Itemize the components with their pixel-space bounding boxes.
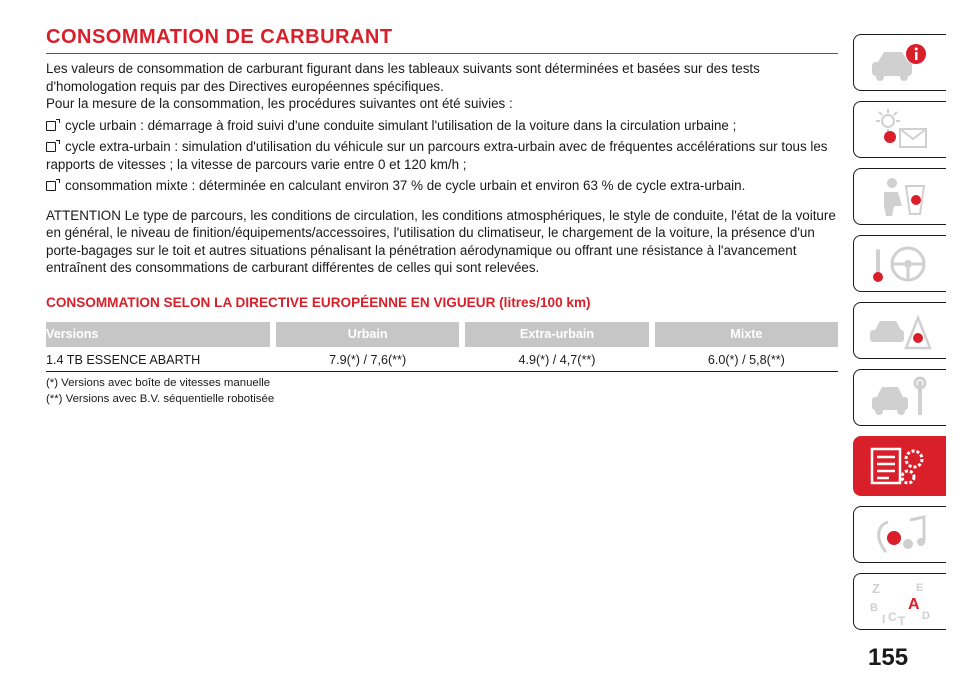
list-item: consommation mixte : déterminée en calculant environ 37 % de cycle urbain et environ 63 % de cycle extra-urbain. [46, 177, 838, 195]
emergency-icon [866, 308, 934, 354]
warning-lights-icon [866, 107, 934, 153]
svg-text:T: T [898, 613, 906, 625]
svg-text:E: E [916, 581, 924, 594]
procedure-list [46, 117, 838, 195]
maintenance-icon [866, 375, 934, 421]
header-versions: Versions [46, 322, 270, 347]
tab-emergency[interactable] [853, 302, 946, 359]
bullet-icon [46, 181, 56, 191]
multimedia-icon [866, 512, 934, 558]
tab-car-info[interactable] [853, 34, 946, 91]
tab-safety[interactable] [853, 168, 946, 225]
content-area [46, 26, 838, 407]
header-mixte: Mixte [655, 322, 838, 347]
list-item: cycle urbain : démarrage à froid suivi d'une conduite simulant l'utilisation de la voiture dans la circulation urbaine ; [46, 117, 838, 135]
cell-urbain: 7.9(*) / 7,6(**) [276, 347, 459, 372]
cell-extra-urbain: 4.9(*) / 4,7(**) [465, 347, 648, 372]
note-manual: (*) Versions avec boîte de vitesses manuelle [46, 376, 271, 389]
bullet-icon [46, 142, 56, 152]
header-extra-urbain: Extra-urbain [465, 322, 648, 347]
page-title: CONSOMMATION DE CARBURANT [46, 26, 838, 54]
safety-icon [866, 174, 934, 220]
svg-text:D: D [922, 609, 930, 622]
note-robotised: (**) Versions avec B.V. séquentielle robotisée [46, 392, 275, 405]
svg-text:B: B [870, 601, 878, 614]
car-info-icon [866, 40, 934, 86]
procedure-intro: Pour la mesure de la consommation, les procédures suivantes ont été suivies : [46, 96, 513, 111]
table-header-row [46, 322, 838, 347]
svg-text:I: I [882, 611, 886, 625]
page-number: 155 [868, 644, 909, 671]
header-urbain: Urbain [276, 322, 459, 347]
cell-mixte: 6.0(*) / 5,8(**) [655, 347, 838, 372]
table-row [46, 347, 838, 372]
svg-text:C: C [888, 609, 897, 624]
tab-warning-lights[interactable] [853, 101, 946, 158]
tab-technical-specs[interactable] [853, 436, 946, 496]
intro-paragraph: Les valeurs de consommation de carburant figurant dans les tableaux suivants sont déterminées et basées sur des tests d'homologation requis par des Directives européennes spécifiques. [46, 61, 760, 94]
svg-text:A: A [908, 595, 920, 613]
consumption-table [46, 322, 838, 372]
attention-paragraph: ATTENTION Le type de parcours, les conditions de circulation, les conditions atmosphériques, le style de conduite, l'état de la voiture en général, le niveau de finition/équipements/accessoires, l'utilisation du climatiseur, le chargement de la voiture, la présence d'un porte-bagages sur le toit et autres situations pénalisant la pénétration aérodynamique ou offrant une résistance à l'avancement entraînent des consommations de carburant différentes de celles qui sont relevées. [46, 207, 836, 275]
bullet-icon [46, 121, 56, 131]
specs-icon [866, 443, 934, 489]
list-item: cycle extra-urbain : simulation d'utilisation du véhicule sur un parcours extra-urbain avec de fréquentes accélérations sur tous les rapports de vitesses ; la vitesse de parcours varie entre 0 et 120 km/h ; [46, 139, 828, 172]
svg-text:Z: Z [872, 580, 880, 596]
steering-icon [866, 241, 934, 287]
table-notes [46, 375, 838, 407]
cell-version: 1.4 TB ESSENCE ABARTH [46, 347, 270, 372]
table-title: CONSOMMATION SELON LA DIRECTIVE EUROPÉENNE EN VIGUEUR (litres/100 km) [46, 294, 591, 310]
tab-index[interactable] [853, 573, 946, 630]
index-icon [866, 579, 934, 625]
tab-multimedia[interactable] [853, 506, 946, 563]
tab-maintenance[interactable] [853, 369, 946, 426]
tab-steering[interactable] [853, 235, 946, 292]
